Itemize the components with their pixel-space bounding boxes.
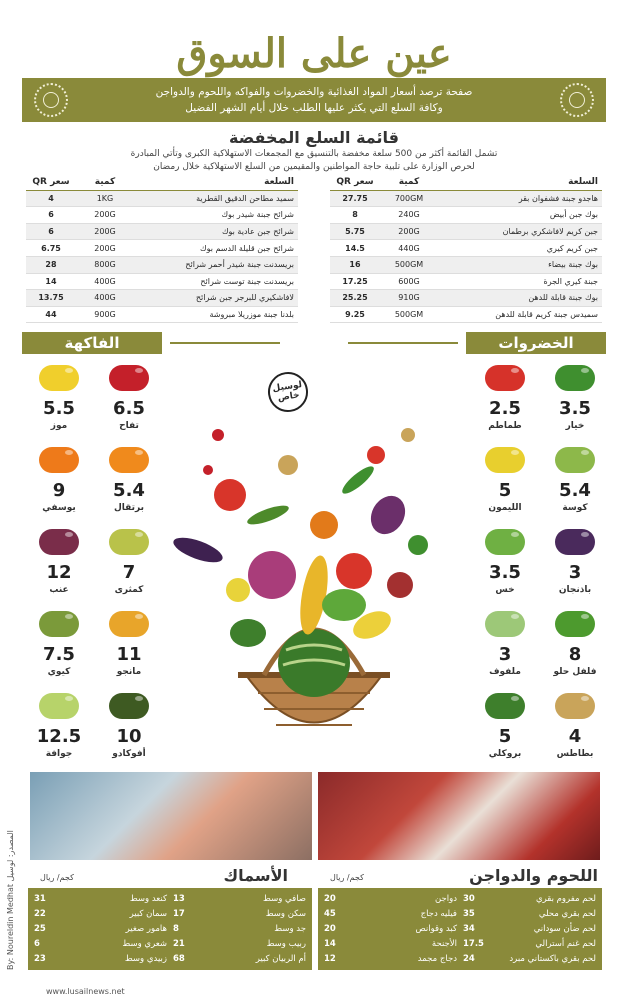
item-price: 9.25	[345, 310, 365, 320]
item-name: بلدنا جبنة موزريلا مبروشة	[209, 310, 294, 320]
produce-name: خس	[495, 585, 515, 595]
row-name: سمان كبير	[129, 908, 167, 919]
table-row	[26, 191, 298, 208]
produce-icon	[485, 365, 525, 391]
divider	[348, 342, 458, 344]
item-name: لافاشكيري للبرجر جبن شرائح	[195, 293, 294, 303]
produce-name: باذنجان	[558, 585, 592, 595]
col-qty-header: كمية	[398, 176, 420, 187]
credit	[6, 820, 20, 970]
produce-card	[474, 526, 536, 606]
row-name: دواجن	[435, 893, 457, 904]
row-name: سكن وسط	[265, 908, 306, 919]
table-row	[26, 240, 298, 257]
produce-card	[98, 526, 160, 606]
price-row	[173, 906, 306, 921]
item-price: 4	[48, 193, 54, 203]
row-price: 17	[173, 908, 185, 919]
price-row	[324, 951, 457, 966]
vegetables-grid	[474, 362, 606, 770]
price-row	[173, 951, 306, 966]
produce-name: موز	[50, 421, 68, 431]
row-name: شعري وسط	[122, 938, 167, 949]
item-price: 17.25	[342, 276, 368, 286]
produce-price: 9	[52, 480, 66, 501]
banner-line: وكافة السلع التي يكثر عليها الطلب خلال أيام الشهر الفضيل	[185, 102, 443, 114]
item-qty: 200G	[94, 210, 116, 220]
row-name: جد وسط	[274, 923, 306, 934]
produce-card	[98, 608, 160, 688]
produce-name: يوسفي	[42, 503, 76, 513]
divider	[170, 342, 280, 344]
row-price: 17.5	[463, 938, 484, 949]
item-name: بوك جبنة قابلة للدهن	[528, 293, 598, 303]
row-price: 6	[34, 938, 40, 949]
col-qty-header: كمية	[94, 176, 116, 187]
produce-icon	[485, 529, 525, 555]
table-row	[26, 257, 298, 274]
produce-price: 12.5	[36, 726, 82, 747]
item-qty: 700GM	[394, 193, 424, 203]
table-row	[26, 307, 298, 324]
item-price: 14.5	[345, 243, 365, 253]
item-name: سميد مطاحن الدقيق القطرية	[196, 193, 294, 203]
item-price: 6	[48, 210, 54, 220]
produce-price: 12	[46, 562, 72, 583]
produce-card	[544, 444, 606, 524]
produce-name: ملفوف	[489, 667, 521, 677]
intro-line: لحرص الوزارة على تلبية حاجة المواطنين والمقيمين من السلع الاستهلاكية خلال رمضان	[153, 162, 475, 172]
col-price-header: سعر QR	[32, 176, 70, 187]
table-row	[330, 191, 602, 208]
produce-price: 3.5	[559, 398, 591, 419]
produce-card	[28, 526, 90, 606]
produce-price: 7.5	[43, 644, 75, 665]
produce-card	[474, 362, 536, 442]
item-price: 5.75	[345, 227, 365, 237]
price-row	[34, 906, 167, 921]
row-price: 21	[173, 938, 185, 949]
produce-price: 3.5	[489, 562, 521, 583]
item-price: 8	[352, 210, 358, 220]
item-qty: 200G	[94, 243, 116, 253]
price-row	[463, 891, 596, 906]
item-qty: 910G	[398, 293, 420, 303]
produce-icon	[109, 447, 149, 473]
price-row	[34, 936, 167, 951]
row-name: دجاج مجمد	[417, 953, 457, 964]
credit-text: By: Noureldin Medhat المصدر: لوسيل	[6, 830, 15, 970]
produce-name: مانجو	[116, 667, 142, 677]
fruits-grid	[28, 362, 160, 770]
row-price: 14	[324, 938, 336, 949]
produce-name: أفوكادو	[112, 749, 146, 759]
row-price: 25	[34, 923, 46, 934]
produce-price: 3	[568, 562, 582, 583]
row-price: 35	[463, 908, 475, 919]
meat-unit: كجم/ ريال	[330, 873, 364, 882]
produce-price: 11	[116, 644, 142, 665]
price-row	[324, 891, 457, 906]
produce-price: 7	[122, 562, 136, 583]
table-row	[26, 274, 298, 291]
price-row	[324, 921, 457, 936]
item-name: شرائح جبنة شيدر بوك	[221, 210, 294, 220]
produce-card	[544, 690, 606, 770]
produce-price: 5	[498, 480, 512, 501]
item-name: شرائح جبن عادية بوك	[221, 227, 294, 237]
produce-icon	[485, 693, 525, 719]
row-name: لحم بقري محلي	[538, 908, 596, 919]
produce-name: بطاطس	[556, 749, 594, 759]
row-name: فيليه دجاج	[420, 908, 457, 919]
item-qty: 240G	[398, 210, 420, 220]
produce-icon	[109, 693, 149, 719]
row-name: لحم بقري باكستاني مبرد	[509, 953, 596, 964]
item-name: بوك جبن أبيض	[549, 210, 598, 220]
produce-icon	[39, 611, 79, 637]
table-row	[330, 307, 602, 324]
item-qty: 440G	[398, 243, 420, 253]
item-price: 13.75	[38, 293, 64, 303]
produce-icon	[39, 447, 79, 473]
produce-price: 3	[498, 644, 512, 665]
item-price: 16	[349, 260, 361, 270]
item-name: بريسدنت جبنة توست شرائح	[200, 276, 294, 286]
row-price: 31	[34, 893, 46, 904]
row-price: 45	[324, 908, 336, 919]
item-name: جبن كريم لافاشكري برطمان	[502, 227, 598, 237]
row-name: صافي وسط	[263, 893, 306, 904]
produce-name: الليمون	[488, 503, 522, 513]
table-row	[330, 290, 602, 307]
price-row	[324, 936, 457, 951]
item-name: جبنة كيري الجرة	[543, 276, 598, 286]
produce-icon	[39, 693, 79, 719]
meat-photo	[318, 772, 600, 860]
produce-price: 2.5	[489, 398, 521, 419]
banner-text	[68, 84, 560, 116]
item-qty: 800G	[94, 260, 116, 270]
produce-card	[98, 362, 160, 442]
row-name: ربيب وسط	[266, 938, 306, 949]
ornament-icon	[560, 83, 594, 117]
price-row	[34, 951, 167, 966]
row-name: الأجنحة	[431, 938, 457, 949]
produce-price: 8	[568, 644, 582, 665]
produce-icon	[109, 365, 149, 391]
row-price: 68	[173, 953, 185, 964]
table-row	[330, 240, 602, 257]
table-row	[26, 290, 298, 307]
row-name: أم الربيان كبير	[255, 953, 306, 964]
produce-icon	[485, 611, 525, 637]
row-name: لحم ضأن سوداني	[533, 923, 596, 934]
row-name: لحم مفروم بقري	[535, 893, 596, 904]
item-price: 6	[48, 227, 54, 237]
stamp-line: لوسيل	[271, 380, 303, 395]
item-qty: 200G	[94, 227, 116, 237]
price-row	[463, 951, 596, 966]
banner-line: صفحة ترصد أسعار المواد الغذائية والخضروات والفواكه واللحوم والدواجن	[155, 86, 473, 98]
row-price: 22	[34, 908, 46, 919]
discount-title: قائمة السلع المخفضة	[228, 128, 400, 147]
produce-card	[544, 608, 606, 688]
produce-card	[474, 690, 536, 770]
table-row	[330, 257, 602, 274]
meat-title: اللحوم والدواجن	[469, 866, 598, 885]
produce-price: 6.5	[113, 398, 145, 419]
produce-card	[28, 690, 90, 770]
row-name: هامور صغير	[125, 923, 167, 934]
table-row	[330, 274, 602, 291]
price-row	[463, 936, 596, 951]
produce-card	[474, 444, 536, 524]
produce-name: عنب	[49, 585, 69, 595]
row-name: كنعد وسط	[129, 893, 167, 904]
row-price: 13	[173, 893, 185, 904]
produce-icon	[39, 529, 79, 555]
produce-icon	[555, 365, 595, 391]
stamp-line: خاص	[277, 390, 301, 404]
price-row	[324, 906, 457, 921]
item-name: شرائح جبن قليلة الدسم بوك	[199, 243, 294, 253]
discount-intro	[30, 148, 598, 174]
produce-card	[28, 362, 90, 442]
fish-column	[173, 891, 306, 967]
produce-icon	[555, 611, 595, 637]
meat-column	[324, 891, 457, 967]
intro-banner	[22, 78, 606, 122]
produce-icon	[485, 447, 525, 473]
produce-icon	[555, 529, 595, 555]
produce-name: طماطم	[488, 421, 522, 431]
col-name-header: السلعة	[264, 176, 294, 187]
item-qty: 600G	[398, 276, 420, 286]
vegetables-header: الخضروات	[466, 332, 606, 354]
item-qty: 1KG	[96, 193, 114, 203]
item-name: هاجدو جبنة فشفوان بقر	[518, 193, 598, 203]
meat-column	[463, 891, 596, 967]
produce-icon	[109, 611, 149, 637]
price-row	[173, 891, 306, 906]
produce-price: 5	[498, 726, 512, 747]
produce-price: 10	[116, 726, 142, 747]
produce-name: فلفل حلو	[553, 667, 597, 677]
table-row	[26, 207, 298, 224]
produce-name: خيار	[565, 421, 585, 431]
produce-name: تفاح	[119, 421, 139, 431]
row-price: 34	[463, 923, 475, 934]
produce-name: كيوي	[47, 667, 71, 677]
table-row	[330, 224, 602, 241]
item-qty: 400G	[94, 293, 116, 303]
produce-name: كمثرى	[114, 585, 144, 595]
produce-icon	[109, 529, 149, 555]
produce-price: 4	[568, 726, 582, 747]
item-price: 27.75	[342, 193, 368, 203]
row-price: 23	[34, 953, 46, 964]
produce-card	[98, 444, 160, 524]
fish-column	[34, 891, 167, 967]
item-name: بريسدنت جبنة شيدر أحمر شرائح	[185, 260, 294, 270]
row-price: 30	[463, 893, 475, 904]
item-qty: 500GM	[394, 260, 424, 270]
fish-photo	[30, 772, 312, 860]
fish-unit: كجم/ ريال	[40, 873, 74, 882]
item-qty: 400G	[94, 276, 116, 286]
fish-table	[28, 888, 312, 970]
produce-name: برتقال	[113, 503, 145, 513]
item-name: سميدس جبنة كريم قابلة للدهن	[495, 310, 598, 320]
row-name: زبيدي وسط	[124, 953, 167, 964]
item-price: 28	[45, 260, 57, 270]
item-price: 14	[45, 276, 57, 286]
row-name: كبد وقوانص	[415, 923, 457, 934]
website: www.lusailnews.net	[46, 987, 125, 996]
price-row	[173, 921, 306, 936]
produce-price: 5.5	[43, 398, 75, 419]
item-price: 44	[45, 310, 57, 320]
intro-line: تشمل القائمة أكثر من 500 سلعة مخفضة بالتنسيق مع المجمعات الاستهلاكية الكبرى وتأتي المبادرة	[130, 149, 498, 159]
ornament-icon	[34, 83, 68, 117]
produce-icon	[555, 447, 595, 473]
price-row	[173, 936, 306, 951]
item-qty: 900G	[94, 310, 116, 320]
item-price: 6.75	[41, 243, 61, 253]
table-row	[26, 224, 298, 241]
produce-card	[544, 526, 606, 606]
col-price-header: سعر QR	[336, 176, 374, 187]
discount-table-left	[26, 174, 298, 323]
fruits-header: الفاكهة	[22, 332, 162, 354]
item-qty: 500GM	[394, 310, 424, 320]
discount-table-right	[330, 174, 602, 323]
produce-basket-illustration	[168, 375, 460, 760]
row-price: 20	[324, 923, 336, 934]
item-qty: 200G	[398, 227, 420, 237]
row-name: لحم غنم أسترالي	[535, 938, 596, 949]
row-price: 8	[173, 923, 179, 934]
produce-price: 5.4	[113, 480, 145, 501]
produce-card	[28, 444, 90, 524]
meat-table	[318, 888, 602, 970]
price-row	[34, 891, 167, 906]
produce-name: كوسة	[562, 503, 588, 513]
item-price: 25.25	[342, 293, 368, 303]
produce-card	[28, 608, 90, 688]
produce-card	[98, 690, 160, 770]
produce-price: 5.4	[559, 480, 591, 501]
row-price: 24	[463, 953, 475, 964]
row-price: 12	[324, 953, 336, 964]
table-row	[330, 207, 602, 224]
table-header	[26, 174, 298, 191]
price-row	[463, 906, 596, 921]
table-header	[330, 174, 602, 191]
col-name-header: السلعة	[568, 176, 598, 187]
page-title: عين على السوق	[176, 30, 452, 77]
fish-title: الأسماك	[223, 866, 288, 885]
price-row	[34, 921, 167, 936]
price-row	[463, 921, 596, 936]
item-name: بوك جبنة بيضاء	[548, 260, 598, 270]
produce-name: جوافة	[45, 749, 73, 759]
row-price: 20	[324, 893, 336, 904]
produce-icon	[555, 693, 595, 719]
item-name: جبن كريم كيري	[546, 243, 598, 253]
produce-card	[474, 608, 536, 688]
produce-name: بروكلي	[488, 749, 522, 759]
produce-icon	[39, 365, 79, 391]
produce-card	[544, 362, 606, 442]
